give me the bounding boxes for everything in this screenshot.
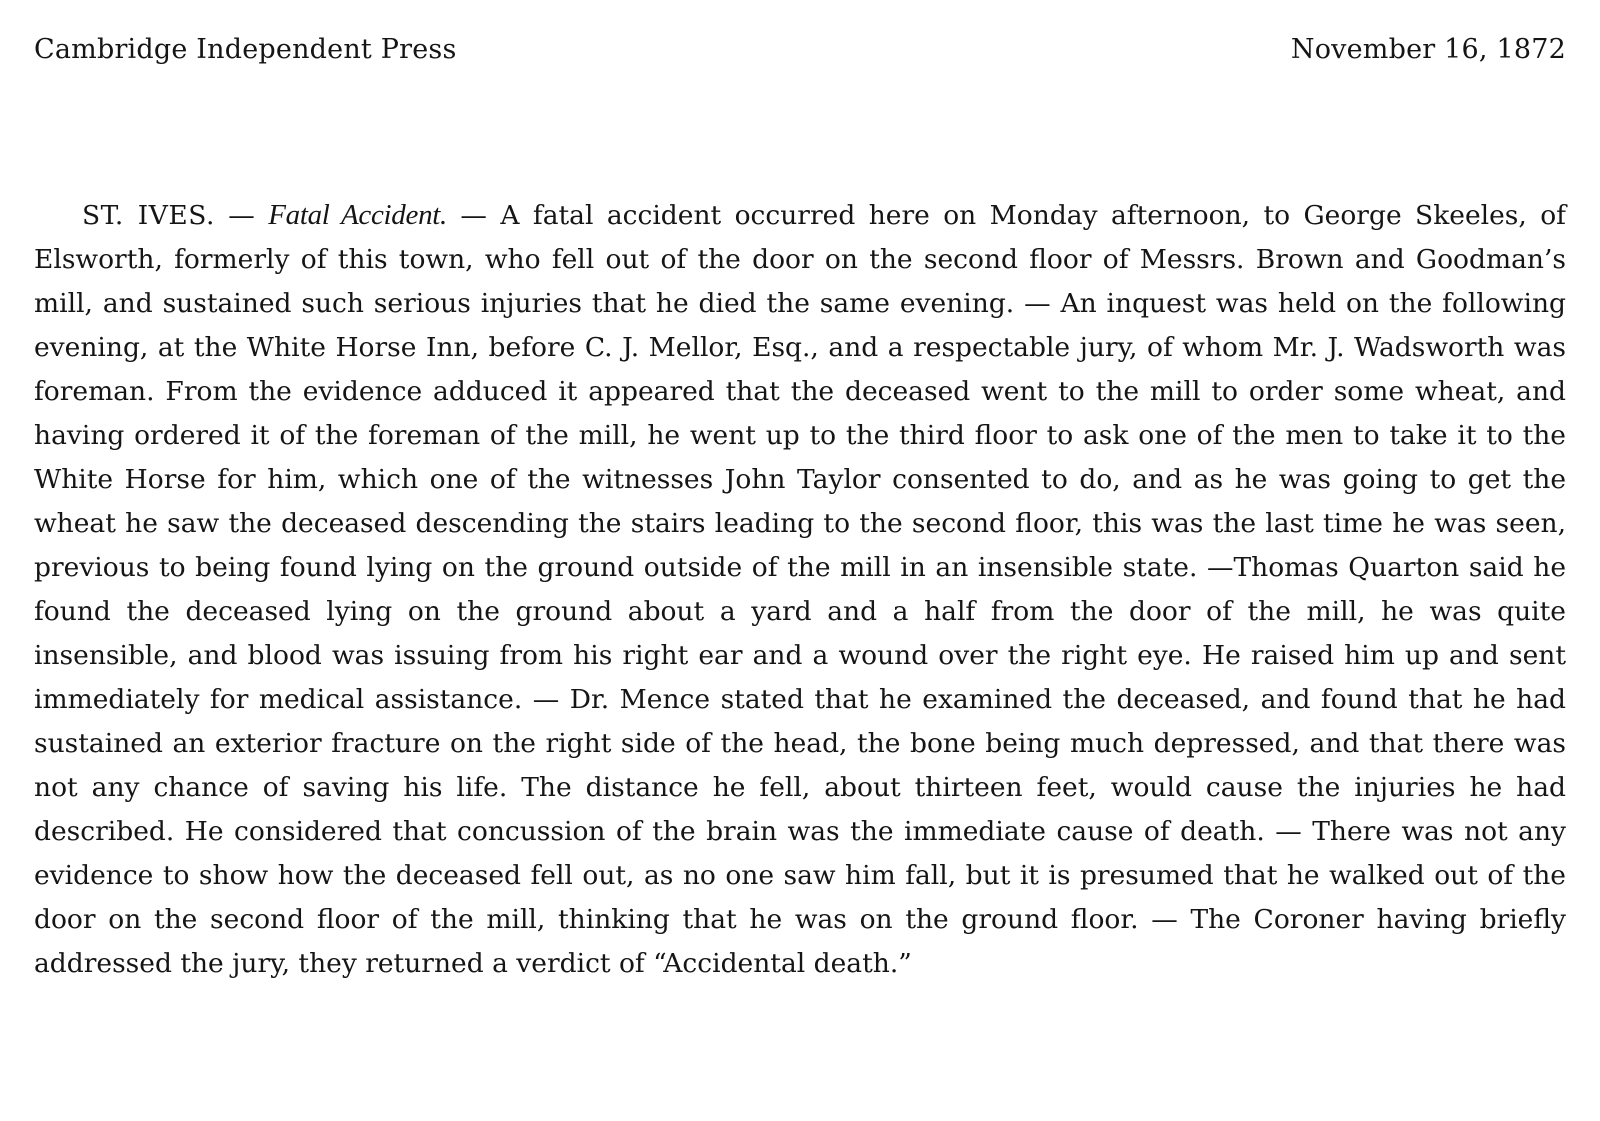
publication-name: Cambridge Independent Press	[34, 34, 457, 65]
article-place: ST. IVES.	[82, 199, 215, 231]
article-subhead: Fatal Accident.	[268, 198, 447, 231]
page-header	[34, 34, 1566, 74]
article-dash: —	[214, 199, 269, 231]
publication-date: November 16, 1872	[1290, 34, 1566, 65]
article-body: — A fatal accident occurred here on Monday afternoon, to George Skeeles, of Elsworth, formerly of this town, who fell out of the door on the second floor of Messrs. Brown and Goodman’s mill, and sustained such serious injuries that he died the same evening. — An inquest was held on the following evening, at the White Horse Inn, before C. J. Mellor, Esq., and a respectable jury, of whom Mr. J. Wadsworth was foreman. From the evidence adduced it appeared that the deceased went to the mill to order some wheat, and having ordered it of the foreman of the mill, he went up to the third floor to ask one of the men to take it to the White Horse for him, which one of the witnesses John Taylor consented to do, and as he was going to get the wheat he saw the deceased descending the stairs leading to the second floor, this was the last time he was seen, previous to being found lying on the ground outside of the mill in an insensible state. —Thomas Quarton said he found the deceased lying on the ground about a yard and a half from the door of the mill, he was quite insensible, and blood was issuing from his right ear and a wound over the right eye. He raised him up and sent immediately for medical assistance. — Dr. Mence stated that he examined the deceased, and found that he had sustained an exterior fracture on the right side of the head, the bone being much depressed, and that there was not any chance of saving his life. The distance he fell, about thirteen feet, would cause the injuries he had described. He considered that concussion of the brain was the immediate cause of death. — There was not any evidence to show how the deceased fell out, as no one saw him fall, but it is presumed that he walked out of the door on the second floor of the mill, thinking that he was on the ground floor. — The Coroner having briefly addressed the jury, they returned a verdict of “Accidental death.”	[34, 199, 1566, 979]
article-paragraph	[34, 193, 1566, 986]
